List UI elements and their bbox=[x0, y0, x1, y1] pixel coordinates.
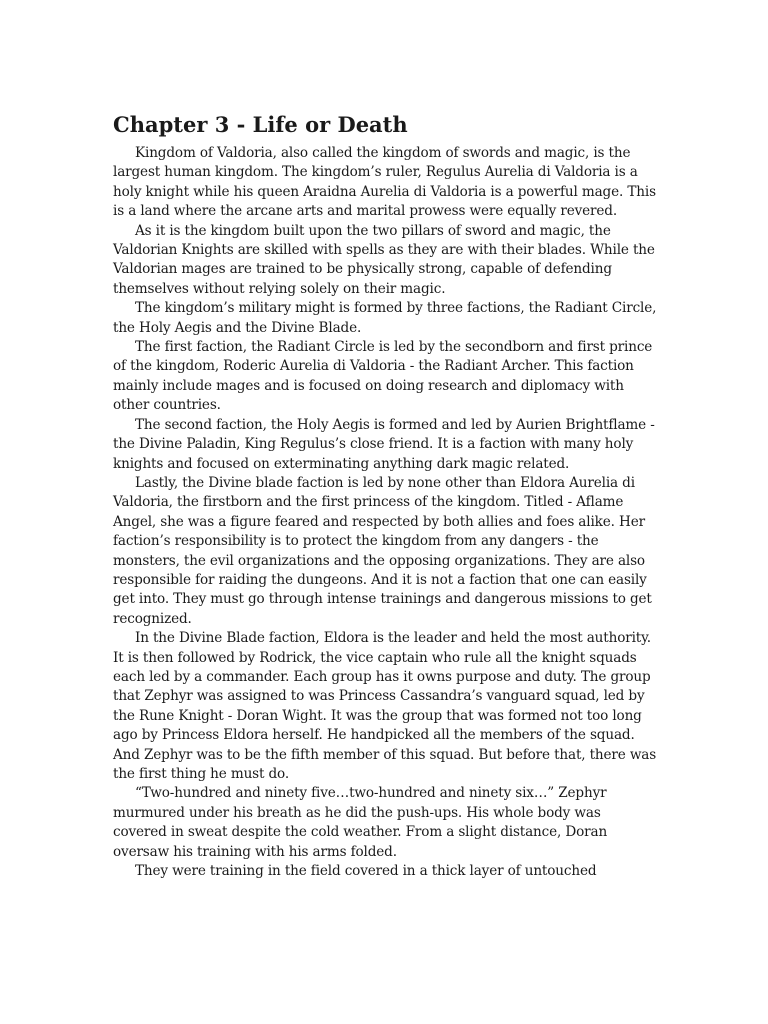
paragraph-7: In the Divine Blade faction, Eldora is the leader and held the most authority. It is then followed by Rodrick, the vice captain who rule all the knight squads each led by a commander. Each group has it owns purpose and duty. The group that Zephyr was assigned to was Princess Cassandra’s vanguard squad, led by the Rune Knight - Doran Wight. It was the group that was formed not too long ago by Princess Eldora herself. He handpicked all the members of the squad. And Zephyr was to be the fifth member of this squad. But before that, there was the first thing he must do. bbox=[113, 630, 657, 782]
document-page bbox=[113, 112, 658, 881]
paragraph-3: The kingdom’s military might is formed by three factions, the Radiant Circle, the Holy Aegis and the Divine Blade. bbox=[113, 300, 657, 336]
paragraph-9: They were training in the field covered in a thick layer of untouched bbox=[135, 863, 597, 880]
paragraph-8: “Two-hundred and ninety five…two-hundred and ninety six…” Zephyr murmured under his breath as he did the push-ups. His whole body was covered in sweat despite the cold weather. From a slight distance, Doran oversaw his training with his arms folded. bbox=[113, 785, 608, 860]
chapter-title: Chapter 3 - Life or Death bbox=[113, 112, 408, 137]
paragraph-4: The first faction, the Radiant Circle is led by the secondborn and first prince of the kingdom, Roderic Aurelia di Valdoria - the Radiant Archer. This faction mainly include mages and is focused on doing research and diplomacy with other countries. bbox=[113, 339, 653, 414]
paragraph-1: Kingdom of Valdoria, also called the kingdom of swords and magic, is the largest human kingdom. The kingdom’s ruler, Regulus Aurelia di Valdoria is a holy knight while his queen Araidna Aurelia di Valdoria is a powerful mage. This is a land where the arcane arts and marital prowess were equally revered. bbox=[113, 145, 656, 220]
paragraph-2: As it is the kingdom built upon the two pillars of sword and magic, the Valdorian Knights are skilled with spells as they are with their blades. While the Valdorian mages are trained to be physically strong, capable of defending themselves without relying solely on their magic. bbox=[113, 222, 655, 297]
paragraph-5: The second faction, the Holy Aegis is formed and led by Aurien Brightflame - the Divine Paladin, King Regulus’s close friend. It is a faction with many holy knights and focused on exterminating anything dark magic related. bbox=[113, 416, 655, 472]
paragraph-6: Lastly, the Divine blade faction is led by none other than Eldora Aurelia di Valdoria, the firstborn and the first princess of the kingdom. Titled - Aflame Angel, she was a figure feared and respected by both allies and foes alike. Her faction’s responsibility is to protect the kingdom from any dangers - the monsters, the evil organizations and the opposing organizations. They are also responsible for raiding the dungeons. And it is not a faction that one can easily get into. They must go through intense trainings and dangerous missions to get recognized. bbox=[113, 474, 652, 627]
